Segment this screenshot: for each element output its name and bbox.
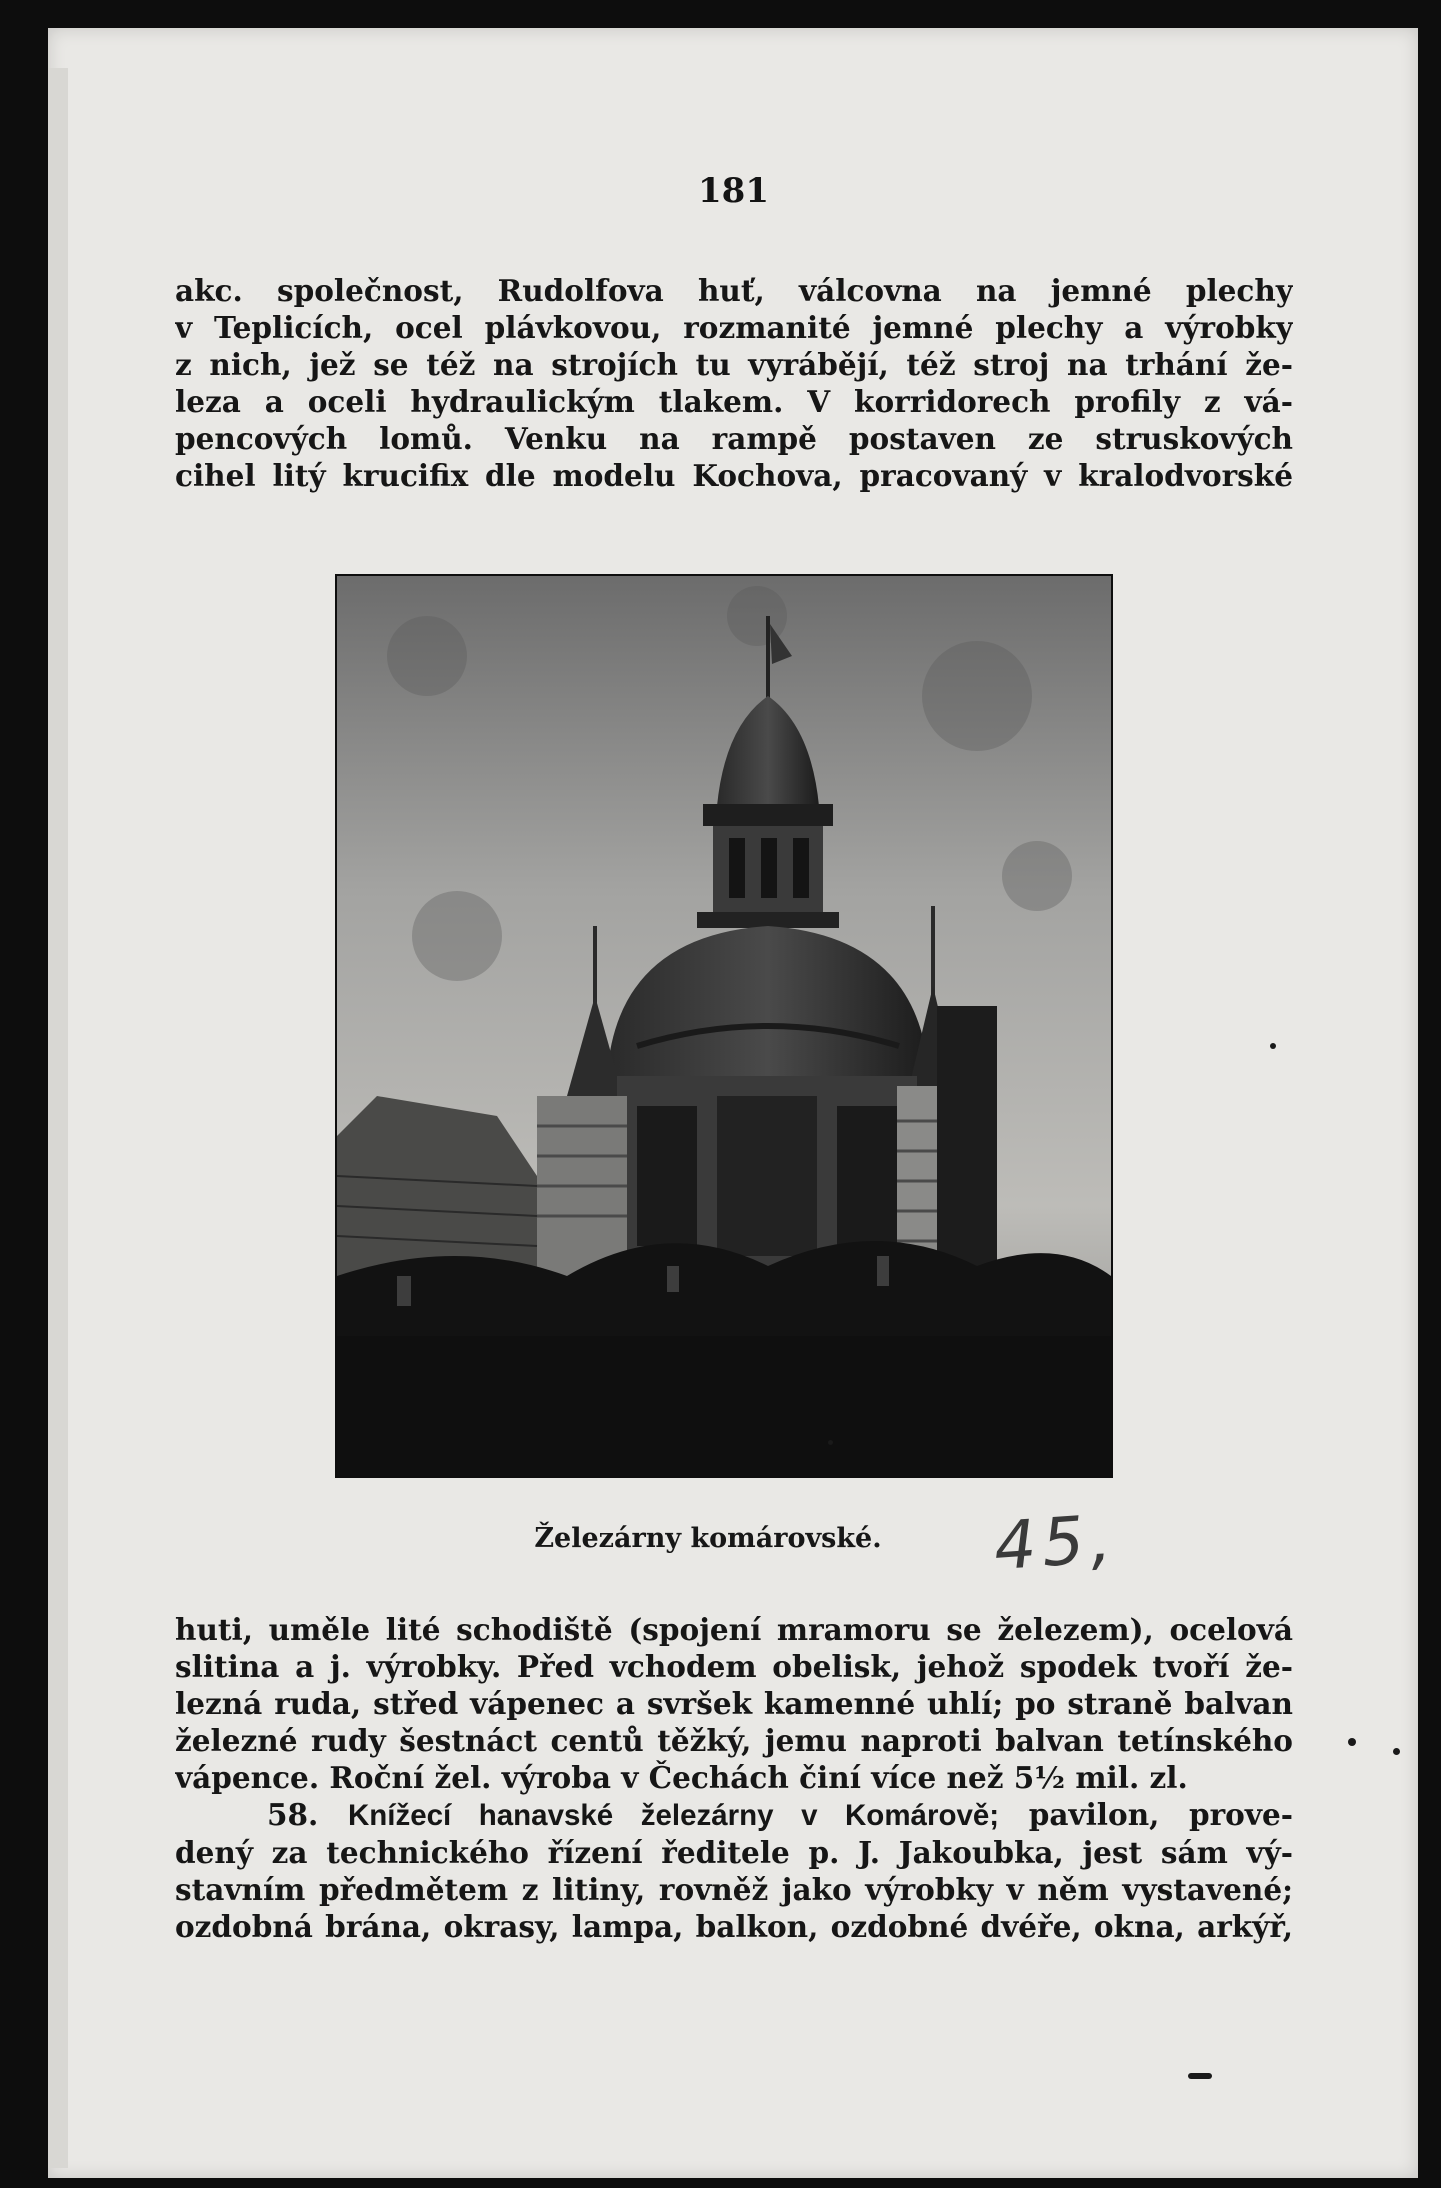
- text-line: huti, uměle lité schodiště (spojení mramoru se železem), ocelová: [175, 1612, 1293, 1647]
- text-line: leza a oceli hydraulickým tlakem. V korridorech profily z vá-: [175, 384, 1293, 419]
- text-line: vápence. Roční žel. výroba v Čechách činí více než 5½ mil. zl.: [175, 1760, 1188, 1795]
- bottom-paragraph: [175, 1611, 1293, 1945]
- text-line: železné rudy šestnáct centů těžký, jemu naproti balvan tetínského: [175, 1723, 1293, 1758]
- page-number: 181: [698, 171, 769, 211]
- text-line: stavním předmětem z litiny, rovněž jako výrobky v něm vystavené;: [175, 1872, 1293, 1907]
- pavilion-photo-image: [337, 576, 1111, 1476]
- scan-speck: [1348, 1738, 1356, 1746]
- top-paragraph: [175, 272, 1293, 494]
- text-line: dený za technického řízení ředitele p. J. Jakoubka, jest sám vý-: [175, 1835, 1293, 1870]
- handwritten-note: 45,: [991, 1499, 1120, 1586]
- text-line: pencových lomů. Venku na rampě postaven ze struskových: [175, 421, 1293, 456]
- item-number: 58.: [267, 1797, 319, 1832]
- scan-speck: [828, 1440, 833, 1445]
- book-page: [48, 28, 1418, 2178]
- exhibitor-heading: Knížecí hanavské železárny v Komárově;: [347, 1799, 1000, 1832]
- text-fragment: pavilon, prove-: [1028, 1797, 1293, 1832]
- text-line: akc. společnost, Rudolfova huť, válcovna na jemné plechy: [175, 273, 1293, 308]
- text-line: lezná ruda, střed vápenec a svršek kamenné uhlí; po straně balvan: [175, 1686, 1293, 1721]
- scan-speck: [1188, 2073, 1212, 2079]
- pavilion-photograph: [335, 574, 1113, 1478]
- scan-speck: [1270, 1043, 1276, 1049]
- text-line: v Teplicích, ocel plávkovou, rozmanité jemné plechy a výrobky: [175, 310, 1293, 345]
- figure-caption: Železárny komárovské.: [534, 1523, 882, 1554]
- scan-speck: [1393, 1748, 1400, 1755]
- adjacent-page-edge: [48, 68, 68, 2168]
- text-line: z nich, jež se též na strojích tu vyrábějí, též stroj na trhání že-: [175, 347, 1293, 382]
- text-line: slitina a j. výrobky. Před vchodem obelisk, jehož spodek tvoří že-: [175, 1649, 1293, 1684]
- exhibit-item-line: [175, 1796, 1293, 1834]
- text-line: cihel litý krucifix dle modelu Kochova, pracovaný v kralodvorské: [175, 458, 1293, 493]
- text-line: ozdobná brána, okrasy, lampa, balkon, ozdobné dvéře, okna, arkýř,: [175, 1909, 1293, 1944]
